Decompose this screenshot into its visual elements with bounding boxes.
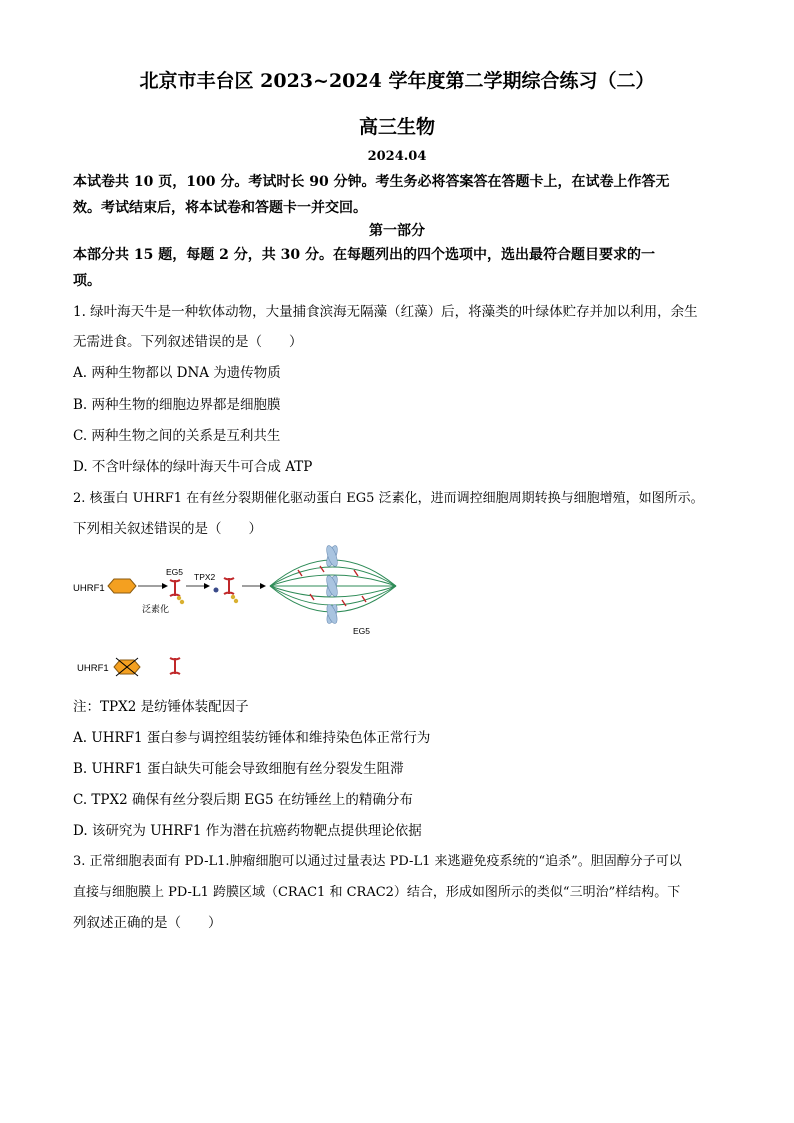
q2-option-d: D. 该研究为 UHRF1 作为潜在抗癌药物靶点提供理论依据 [73, 823, 422, 839]
q1-stem-line-1: 1. 绿叶海天牛是一种软体动物，大量捕食滨海无隔藻（红藻）后，将藻类的叶绿体贮存并加以利用，余生 [73, 304, 698, 320]
uhrf1-pathway-figure [70, 540, 420, 685]
chromosome-icons [324, 544, 339, 624]
q1-option-d: D. 不含叶绿体的绿叶海天牛可合成 ATP [73, 459, 313, 475]
ubiquitin-dot-2 [180, 600, 184, 604]
q2-note: 注：TPX2 是纺锤体装配因子 [73, 699, 249, 715]
part-heading: 第一部分 [369, 223, 425, 239]
tpx2-protein-icon [214, 588, 219, 593]
q3-stem-line-2: 直接与细胞膜上 PD-L1 跨膜区域（CRAC1 和 CRAC2）结合，形成如图所示的类似“三明治”样结构。下 [73, 885, 681, 900]
arrow-1-head [162, 583, 168, 589]
arrow-2-head [204, 583, 210, 589]
eg5-protein-icon [170, 580, 180, 596]
q1-stem-line-2: 无需进食。下列叙述错误的是（ ） [73, 334, 303, 350]
q1-option-b: B. 两种生物的细胞边界都是细胞膜 [73, 397, 281, 413]
exam-date: 2024.04 [367, 149, 427, 164]
arrow-3-head [260, 583, 266, 589]
ubiquitin-dot-3 [231, 595, 235, 599]
eg5-label: EG5 [166, 567, 184, 577]
part-desc-line-1: 本部分共 15 题，每题 2 分，共 30 分。在每题列出的四个选项中，选出最符合题目要求的一 [73, 247, 655, 263]
part-desc-line-2: 项。 [73, 273, 101, 289]
ubiquitin-dot-4 [234, 599, 238, 603]
uhrf1-protein-icon [108, 579, 136, 593]
intro-line-2: 效。考试结束后，将本试卷和答题卡一并交回。 [73, 200, 367, 216]
q2-option-c: C. TPX2 确保有丝分裂后期 EG5 在纺锤丝上的精确分布 [73, 792, 413, 808]
document-subtitle: 高三生物 [358, 116, 435, 138]
q1-option-a: A. 两种生物都以 DNA 为遗传物质 [73, 365, 281, 381]
eg5-unmodified-icon [170, 658, 180, 674]
tpx2-label: TPX2 [194, 572, 216, 582]
q2-stem-line-1: 2. 核蛋白 UHRF1 在有丝分裂期催化驱动蛋白 EG5 泛素化，进而调控细胞周期转换与细胞增殖，如图所示。 [73, 491, 704, 506]
q1-option-c: C. 两种生物之间的关系是互利共生 [73, 428, 281, 444]
part-description [73, 242, 733, 294]
uhrf1-crossed-label: UHRF1 [77, 663, 109, 674]
intro-line-1: 本试卷共 10 页，100 分。考试时长 90 分钟。考生务必将答案答在答题卡上，在试卷上作答无 [73, 174, 670, 190]
intro-text [73, 169, 733, 221]
eg5-bound-icon [224, 578, 234, 594]
eg5-spindle-label: EG5 [353, 626, 371, 636]
q2-stem-line-2: 下列相关叙述错误的是（ ） [73, 521, 262, 537]
ubiquitination-label: 泛素化 [142, 605, 170, 615]
q2-option-a: A. UHRF1 蛋白参与调控组装纺锤体和维持染色体正常行为 [73, 730, 431, 746]
uhrf1-label: UHRF1 [73, 583, 105, 594]
document-title: 北京市丰台区 2023~2024 学年度第二学期综合练习（二） [139, 70, 655, 92]
ubiquitin-dot-1 [177, 596, 181, 600]
q3-stem-line-1: 3. 正常细胞表面有 PD-L1.肿瘤细胞可以通过过量表达 PD-L1 来逃避免疫系统的“追杀”。胆固醇分子可以 [73, 854, 682, 869]
q2-option-b: B. UHRF1 蛋白缺失可能会导致细胞有丝分裂发生阻滞 [73, 761, 404, 777]
q3-stem-line-3: 列叙述正确的是（ ） [73, 915, 222, 931]
